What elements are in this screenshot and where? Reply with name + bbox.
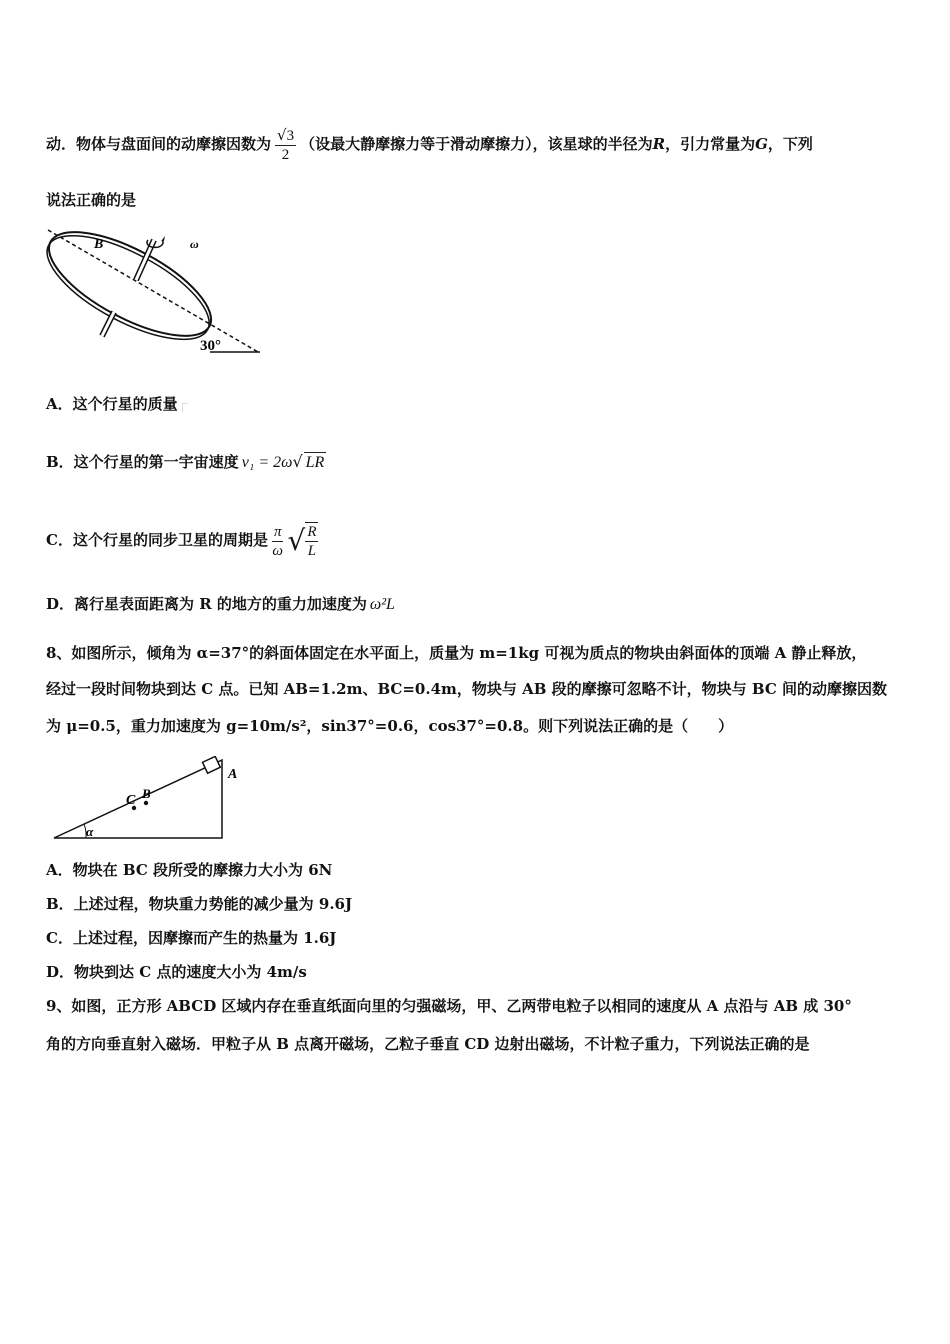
label-C: C [126,793,136,808]
q8-option-d: D．物块到达 C 点的速度大小为 4m/s [46,963,307,981]
label-B: B [94,237,104,252]
label-30deg: 30° [200,338,221,354]
q9-line-1: 9、如图，正方形 ABCD 区域内存在垂直纸面向里的匀强磁场，甲、乙两带电粒子以相同的速度从 A 点沿与 AB 成 30° [46,997,852,1015]
q7-option-c: C．这个行星的同步卫星的周期是 $\frac{\pi}{\omega}$ √ $\frac{R}{L}$ [46,523,317,559]
faded-formula [178,395,190,415]
incline-figure [50,756,250,844]
label-B: B [142,786,151,801]
q7-option-b: B．这个行星的第一宇宙速度 v₁ = 2ω√ LR [46,452,325,471]
q8-option-b: B．上述过程，物块重力势能的减少量为 9.6J [46,895,353,913]
rotating-disk-figure [44,226,266,358]
q8-line-1: 8、如图所示，倾角为 α=37°的斜面体固定在水平面上，质量为 m=1kg 可视为质点的物块由斜面体的顶端 A 静止释放， [46,644,867,662]
q8-option-a: A．物块在 BC 段所受的摩擦力大小为 6N [46,861,333,879]
q8-line-3: 为 μ=0.5，重力加速度为 g=10m/s²，sin37°=0.6，cos37°=0.8。则下列说法正确的是（ ） [46,717,734,735]
mu-fraction: $\frac{√3}{2}$ [277,126,295,163]
label-alpha: α [86,824,94,839]
q8-option-c: C．上述过程，因摩擦而产生的热量为 1.6J [46,929,337,947]
q7-line-1: 动．物体与盘面间的动摩擦因数为 $\frac{√3}{2}$ （设最大静摩擦力等于滑动摩擦力），该星球的半径为R，引力常量为G，下列 [46,126,813,163]
q7-option-d: D．离行星表面距离为 R 的地方的重力加速度为 ω²L [46,595,395,613]
label-omega: ω [190,237,199,251]
q8-line-2: 经过一段时间物块到达 C 点。已知 AB=1.2m、BC=0.4m，物块与 AB 段的摩擦可忽略不计，物块与 BC 间的动摩擦因数 [46,680,887,698]
q9-line-2: 角的方向垂直射入磁场．甲粒子从 B 点离开磁场，乙粒子垂直 CD 边射出磁场，不计粒子重力，下列说法正确的是 [46,1035,810,1053]
q7-line-2: 说法正确的是 [46,191,137,209]
label-A: A [228,767,238,782]
q7-option-a: A．这个行星的质量 [46,394,190,415]
